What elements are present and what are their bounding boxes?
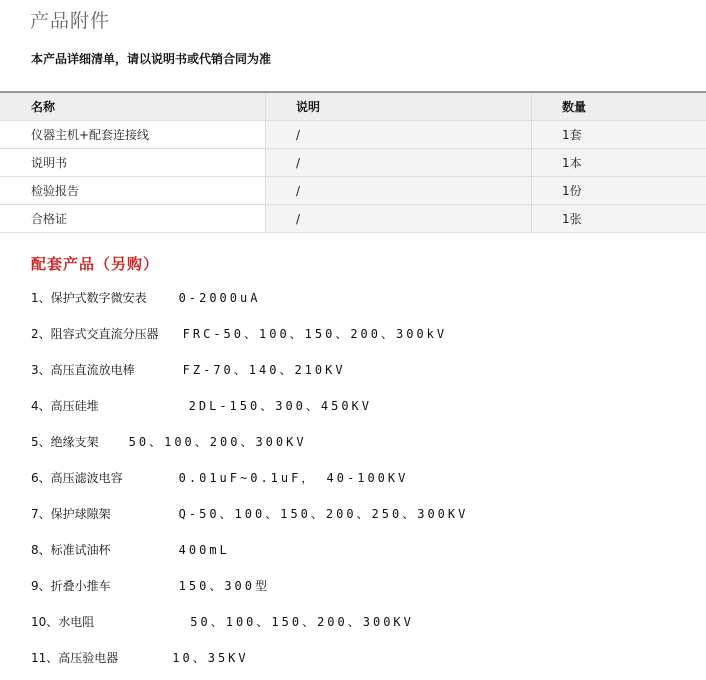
table-row bbox=[0, 149, 706, 177]
column-header-description: 说明 bbox=[266, 92, 532, 121]
product-spec: 0-2000uA bbox=[179, 291, 261, 305]
product-name: 6、高压滤波电容 bbox=[31, 471, 123, 485]
cell-name: 检验报告 bbox=[0, 177, 266, 205]
cell-name: 说明书 bbox=[0, 149, 266, 177]
optional-products-list bbox=[31, 284, 468, 680]
product-name: 5、绝缘支架 bbox=[31, 435, 99, 449]
list-item bbox=[31, 392, 468, 428]
table-row bbox=[0, 205, 706, 233]
product-spec: 400mL bbox=[179, 543, 230, 557]
cell-description: / bbox=[266, 121, 532, 149]
list-item bbox=[31, 536, 468, 572]
cell-quantity: 1份 bbox=[532, 177, 706, 205]
cell-description: / bbox=[266, 177, 532, 205]
section-title: 产品附件 bbox=[30, 6, 110, 33]
product-name: 4、高压硅堆 bbox=[31, 399, 99, 413]
optional-products-title: 配套产品（另购） bbox=[31, 253, 159, 274]
list-item bbox=[31, 500, 468, 536]
product-spec: 150、300型 bbox=[179, 579, 270, 593]
accessories-table bbox=[0, 91, 706, 233]
cell-quantity: 1本 bbox=[532, 149, 706, 177]
cell-quantity: 1套 bbox=[532, 121, 706, 149]
product-spec: FRC-50、100、150、200、300kV bbox=[183, 327, 448, 341]
list-item bbox=[31, 428, 468, 464]
table-row bbox=[0, 121, 706, 149]
list-item bbox=[31, 644, 468, 680]
product-spec: 10、35KV bbox=[172, 651, 248, 665]
cell-name: 仪器主机+配套连接线 bbox=[0, 121, 266, 149]
product-spec: Q-50、100、150、200、250、300KV bbox=[179, 507, 469, 521]
product-name: 3、高压直流放电棒 bbox=[31, 363, 135, 377]
table-header-row bbox=[0, 92, 706, 121]
product-spec: 2DL-150、300、450KV bbox=[189, 399, 372, 413]
column-header-quantity: 数量 bbox=[532, 92, 706, 121]
list-item bbox=[31, 320, 468, 356]
table-row bbox=[0, 177, 706, 205]
product-name: 9、折叠小推车 bbox=[31, 579, 111, 593]
product-spec: 50、100、200、300KV bbox=[129, 435, 307, 449]
column-header-name: 名称 bbox=[0, 92, 266, 121]
product-name: 8、标准试油杯 bbox=[31, 543, 111, 557]
list-item bbox=[31, 356, 468, 392]
list-item bbox=[31, 284, 468, 320]
product-spec: 0.01uF~0.1uF， 40-100KV bbox=[179, 471, 409, 485]
cell-description: / bbox=[266, 205, 532, 233]
list-item bbox=[31, 464, 468, 500]
product-name: 7、保护球隙架 bbox=[31, 507, 111, 521]
cell-name: 合格证 bbox=[0, 205, 266, 233]
product-name: 1、保护式数字微安表 bbox=[31, 291, 147, 305]
cell-quantity: 1张 bbox=[532, 205, 706, 233]
notice-text: 本产品详细清单，请以说明书或代销合同为准 bbox=[31, 50, 271, 67]
cell-description: / bbox=[266, 149, 532, 177]
list-item bbox=[31, 608, 468, 644]
product-name: 11、高压验电器 bbox=[31, 651, 118, 665]
product-name: 2、阻容式交直流分压器 bbox=[31, 327, 159, 341]
product-spec: FZ-70、140、210KV bbox=[183, 363, 346, 377]
product-spec: 50、100、150、200、300KV bbox=[190, 615, 414, 629]
product-name: 10、水电阻 bbox=[31, 615, 94, 629]
list-item bbox=[31, 572, 468, 608]
